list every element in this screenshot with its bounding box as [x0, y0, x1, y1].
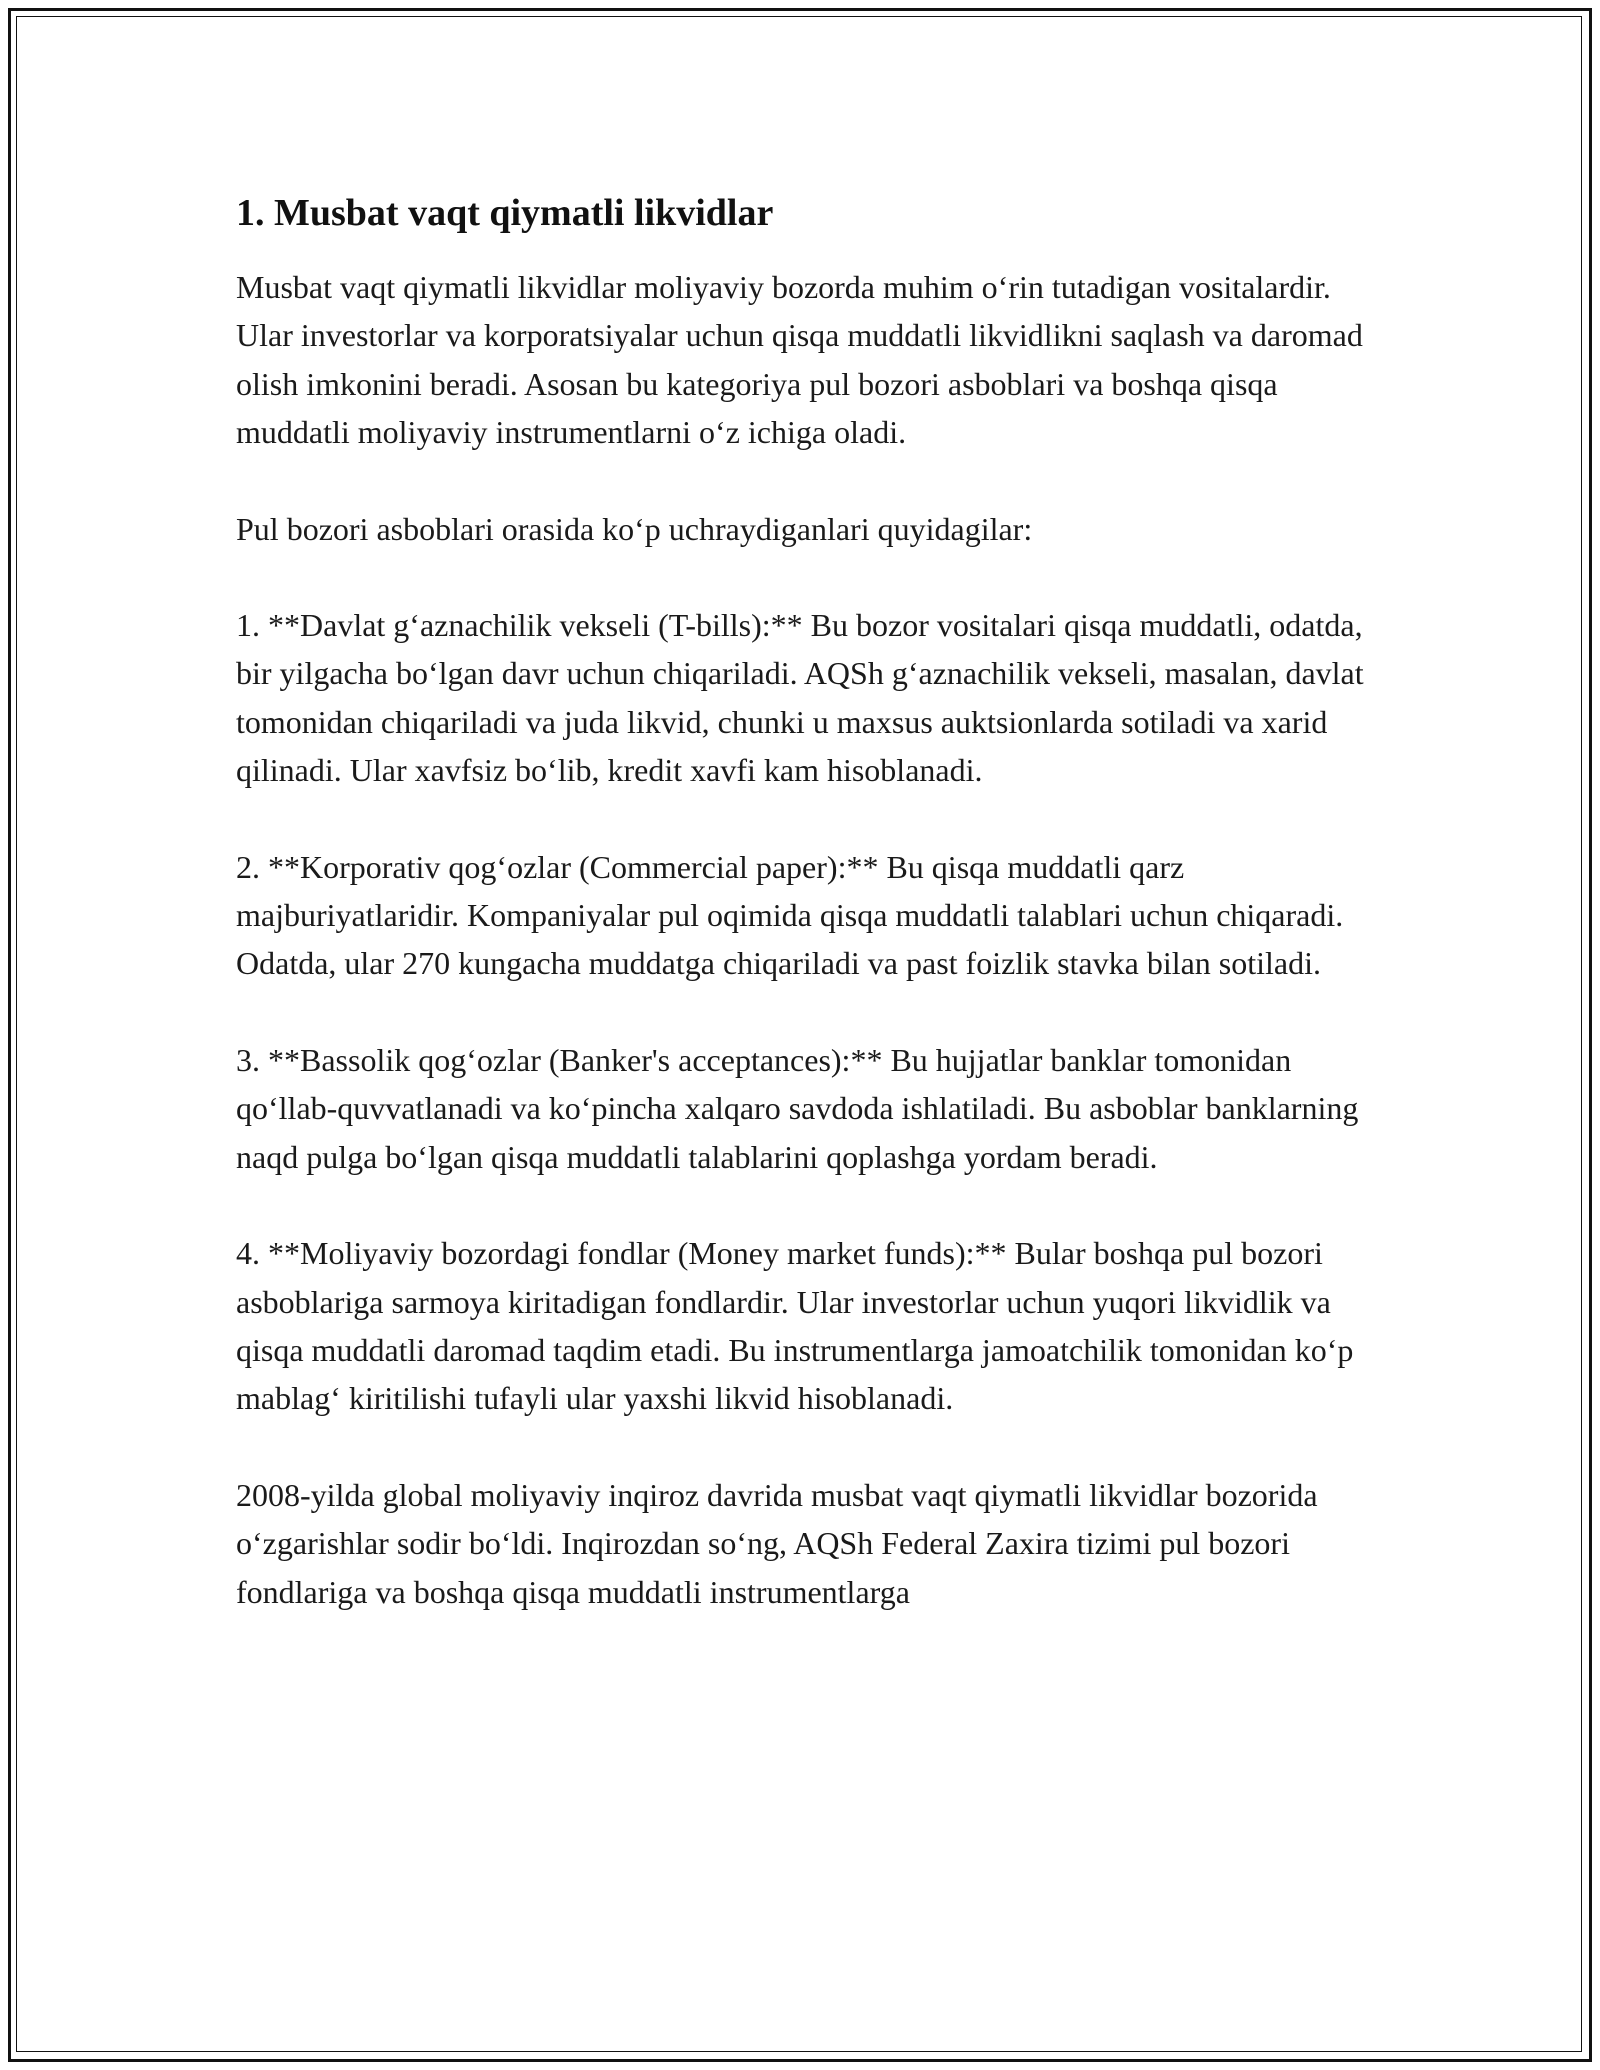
list-item-bankers-acceptances: 3. **Bassolik qog‘ozlar (Banker's acceptances):** Bu hujjatlar banklar tomonidan qo‘llab-quvvatlanadi va ko‘pincha xalqaro savdoda ishlatiladi. Bu asboblar banklarning naqd pulga bo‘lgan qisqa muddatli talablarini qoplashga yordam beradi.: [236, 1041, 1359, 1175]
closing-paragraph: 2008-yilda global moliyaviy inqiroz davrida musbat vaqt qiymatli likvidlar bozorida o‘zgarishlar sodir bo‘ldi. Inqirozdan so‘ng, AQSh Federal Zaxira tizimi pul bozori fondlariga va boshqa qisqa muddatli instrumentlarga: [236, 1476, 1318, 1610]
list-item-t-bills: 1. **Davlat g‘aznachilik vekseli (T-bills):** Bu bozor vositalari qisqa muddatli, odatda, bir yilgacha bo‘lgan davr uchun chiqariladi. AQSh g‘aznachilik vekseli, masalan, davlat tomonidan chiqariladi va juda likvid, chunki u maxsus auktsionlarda sotiladi va xarid qilinadi. Ular xavfsiz bo‘lib, kredit xavfi kam hisoblanadi.: [236, 607, 1364, 789]
section-heading: 1. Musbat vaqt qiymatli likvidlar: [236, 192, 774, 234]
list-item-money-market-funds: 4. **Moliyaviy bozordagi fondlar (Money market funds):** Bular boshqa pul bozori asboblariga sarmoya kiritadigan fondlardir. Ular investorlar uchun yuqori likvidlik va qisqa muddatli daromad taqdim etadi. Bu instrumentlarga jamoatchilik tomonidan ko‘p mablag‘ kiritilishi tufayli ular yaxshi likvid hisoblanadi.: [236, 1235, 1354, 1417]
intro-paragraph: Musbat vaqt qiymatli likvidlar moliyaviy bozorda muhim o‘rin tutadigan vositalardir. Ular investorlar va korporatsiyalar uchun qisqa muddatli likvidlikni saqlash va daromad olish imkonini beradi. Asosan bu kategoriya pul bozori asboblari va boshqa qisqa muddatli moliyaviy instrumentlarni o‘z ichiga oladi.: [236, 269, 1363, 451]
list-intro-paragraph: Pul bozori asboblari orasida ko‘p uchraydiganlari quyidagilar:: [236, 510, 1033, 547]
list-item-commercial-paper: 2. **Korporativ qog‘ozlar (Commercial paper):** Bu qisqa muddatli qarz majburiyatlaridir. Kompaniyalar pul oqimida qisqa muddatli talablari uchun chiqaradi. Odatda, ular 270 kungacha muddatga chiqariladi va past foizlik stavka bilan sotiladi.: [236, 848, 1344, 982]
document-body: [236, 185, 1366, 1616]
